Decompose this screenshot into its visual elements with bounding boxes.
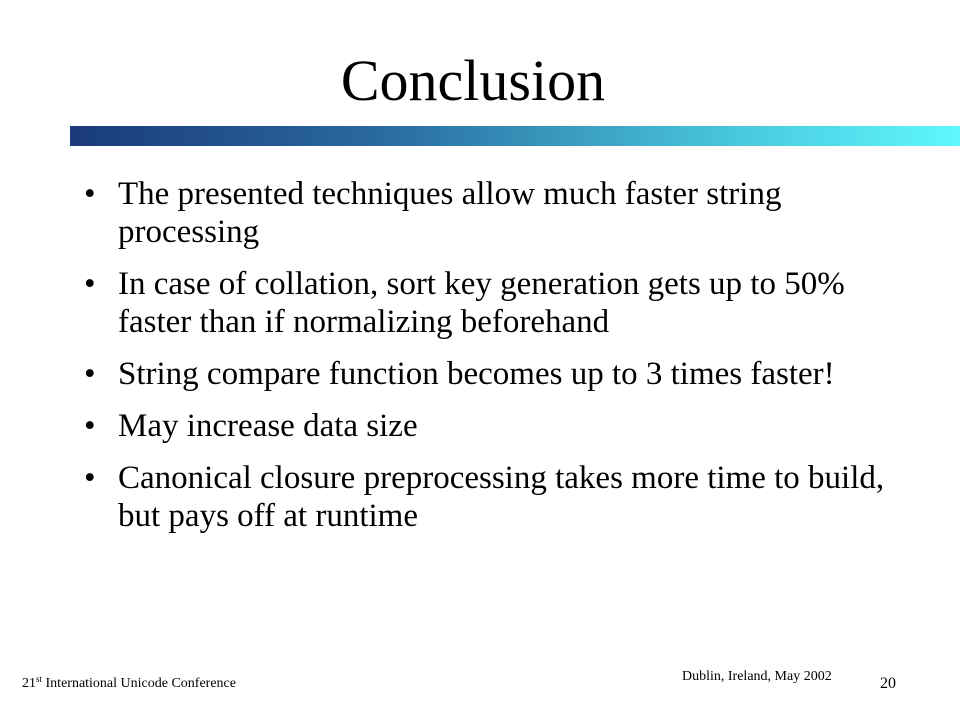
bullet-item (80, 265, 900, 341)
bullet-dot-icon: • (84, 460, 96, 496)
bullet-dot-icon: • (84, 176, 96, 212)
bullet-dot-icon: • (84, 408, 96, 444)
slide-title: Conclusion (340, 48, 606, 113)
bullet-text: The presented techniques allow much faster string processing (118, 176, 782, 250)
bullet-item (80, 459, 900, 535)
footer-conference (22, 670, 236, 693)
conference-name: International Unicode Conference (42, 676, 236, 691)
title-gradient-rule (70, 126, 960, 146)
bullet-text: May increase data size (118, 408, 418, 444)
conference-number: 21 (22, 676, 36, 691)
bullet-text: String compare function becomes up to 3 times faster! (118, 356, 835, 392)
bullet-text: Canonical closure preprocessing takes more time to build, but pays off at runtime (118, 460, 885, 534)
page-number: 20 (880, 675, 896, 692)
footer-location-date: Dublin, Ireland, May 2002 (682, 669, 832, 684)
bullet-item (80, 355, 900, 393)
bullet-item (80, 407, 900, 445)
bullet-text: In case of collation, sort key generation gets up to 50% faster than if normalizing beforehand (118, 266, 845, 340)
bullet-dot-icon: • (84, 356, 96, 392)
bullet-list (80, 175, 900, 549)
conference-ordinal-suffix: st (36, 674, 43, 684)
bullet-dot-icon: • (84, 266, 96, 302)
bullet-item (80, 175, 900, 251)
